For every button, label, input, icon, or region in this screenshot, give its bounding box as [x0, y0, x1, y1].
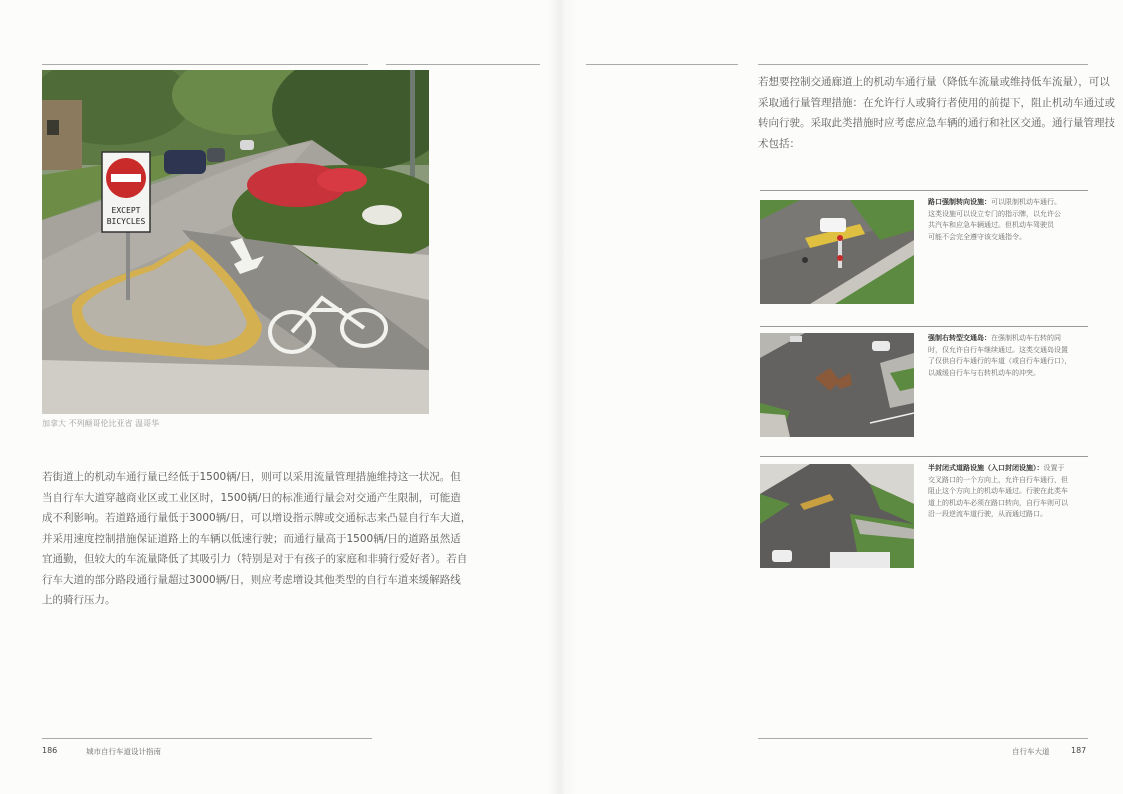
right-body-text: [758, 72, 1115, 154]
page-number-right: 187: [1071, 746, 1087, 755]
figure-desc-line: 阻止这个方向上的机动车通过。行驶在此类车: [928, 487, 1068, 495]
left-body-line: 成不利影响。若道路通行量低于3000辆/日，可以增设指示牌或交通标志来凸显自行车大道，: [42, 512, 472, 524]
figure-desc-line: [928, 463, 1090, 475]
left-body-line: 上的骑行压力。: [42, 594, 116, 606]
figure-desc-first: 设置于: [1043, 464, 1065, 472]
top-rule-left-b: [386, 64, 540, 65]
figure-2-rule: [760, 326, 1088, 327]
top-rule-right-b: [758, 64, 1088, 65]
footer-title-left: 城市自行车道设计指南: [86, 747, 161, 756]
footer-rule-right: [758, 738, 1088, 739]
top-rule-right-a: [586, 64, 738, 65]
footer-title-right: 自行车大道: [1012, 747, 1050, 756]
photo-caption: 加拿大 不列颠哥伦比亚省 温哥华: [42, 419, 160, 428]
book-gutter: [548, 0, 578, 794]
sign-text-line2: BICYCLES: [106, 217, 146, 226]
figure-forced-turn-image: [760, 200, 914, 304]
figure-desc-first: 可以限制机动车通行。: [991, 198, 1061, 206]
top-rule-left-a: [42, 64, 368, 65]
figure-desc-line: 共汽车和应急车辆通过。但机动车驾驶员: [928, 221, 1054, 229]
figure-desc-line: 可能不会完全遵守该交通指令。: [928, 232, 1026, 241]
figure-right-turn-island-text: [928, 333, 1090, 379]
figure-title: 强制右转型交通岛：: [928, 334, 991, 342]
sign-text-line1: EXCEPT: [111, 206, 141, 215]
figure-desc-line: 道上的机动车必须在路口转向，自行车则可以: [928, 498, 1068, 507]
right-body-line: 采取通行量管理措施：在允许行人或骑行者使用的前提下，阻止机动车通过或: [758, 96, 1115, 109]
right-body-line: 术包括：: [758, 137, 800, 150]
figure-desc-line: [928, 333, 1090, 345]
figure-3-rule: [760, 456, 1088, 457]
figure-desc-line: [928, 197, 1090, 209]
figure-desc-first: 在强制机动车右转的同: [991, 334, 1061, 342]
page-number-left: 186: [42, 746, 58, 755]
figure-title: 路口强制转向设施：: [928, 198, 991, 206]
figure-desc-line: 以减缓自行车与右转机动车的冲突。: [928, 368, 1040, 377]
figure-desc-line: 交叉路口的一个方向上，允许自行车通行，但: [928, 475, 1068, 484]
figure-title: 半封闭式道路设施（入口封闭设施）：: [928, 464, 1044, 472]
right-body-line: 若想要控制交通廊道上的机动车通行量（降低车流量或维持低车流量），可以: [758, 76, 1110, 88]
left-body-line: 宜通勤，但较大的车流量降低了其吸引力（特别是对于有孩子的家庭和非骑行爱好者）。若自: [42, 553, 468, 565]
footer-rule-left: [42, 738, 372, 739]
left-body-line: 当自行车大道穿越商业区或工业区时，1500辆/日的标准通行量会对交通产生限制，可能造: [42, 491, 461, 504]
figure-desc-line: 时，仅允许自行车继续通过。这类交通岛设置: [928, 345, 1068, 354]
left-body-text: [42, 467, 472, 611]
figure-desc-line: 这类设施可以设立专门的指示牌，以允许公: [928, 209, 1061, 218]
figure-desc-line: 沿一段逆流车道行驶，从而通过路口。: [928, 510, 1047, 518]
figure-right-turn-island-image: [760, 333, 914, 437]
right-body-line: 转向行驶。采取此类措施时应考虑应急车辆的通行和社区交通。通行量管理技: [758, 117, 1115, 129]
figure-desc-line: 了仅供自行车通行的车道（或自行车通行口），: [928, 357, 1072, 365]
left-body-line: 行车大道的部分路段通行量超过3000辆/日，则应考虑增设其他类型的自行车道来缓解路线: [42, 573, 461, 586]
figure-half-closure-text: [928, 463, 1090, 521]
figure-forced-turn-text: [928, 197, 1090, 243]
figure-half-closure-image: [760, 464, 914, 568]
bike-route-photo: [42, 70, 429, 414]
left-body-line: 若街道上的机动车通行量已经低于1500辆/日，则可以采用流量管理措施维持这一状况。但: [42, 471, 461, 483]
left-body-line: 并采用速度控制措施保证道路上的车辆以低速行驶；而通行量高于1500辆/日的道路虽然适: [42, 532, 461, 545]
figure-1-rule: [760, 190, 1088, 191]
